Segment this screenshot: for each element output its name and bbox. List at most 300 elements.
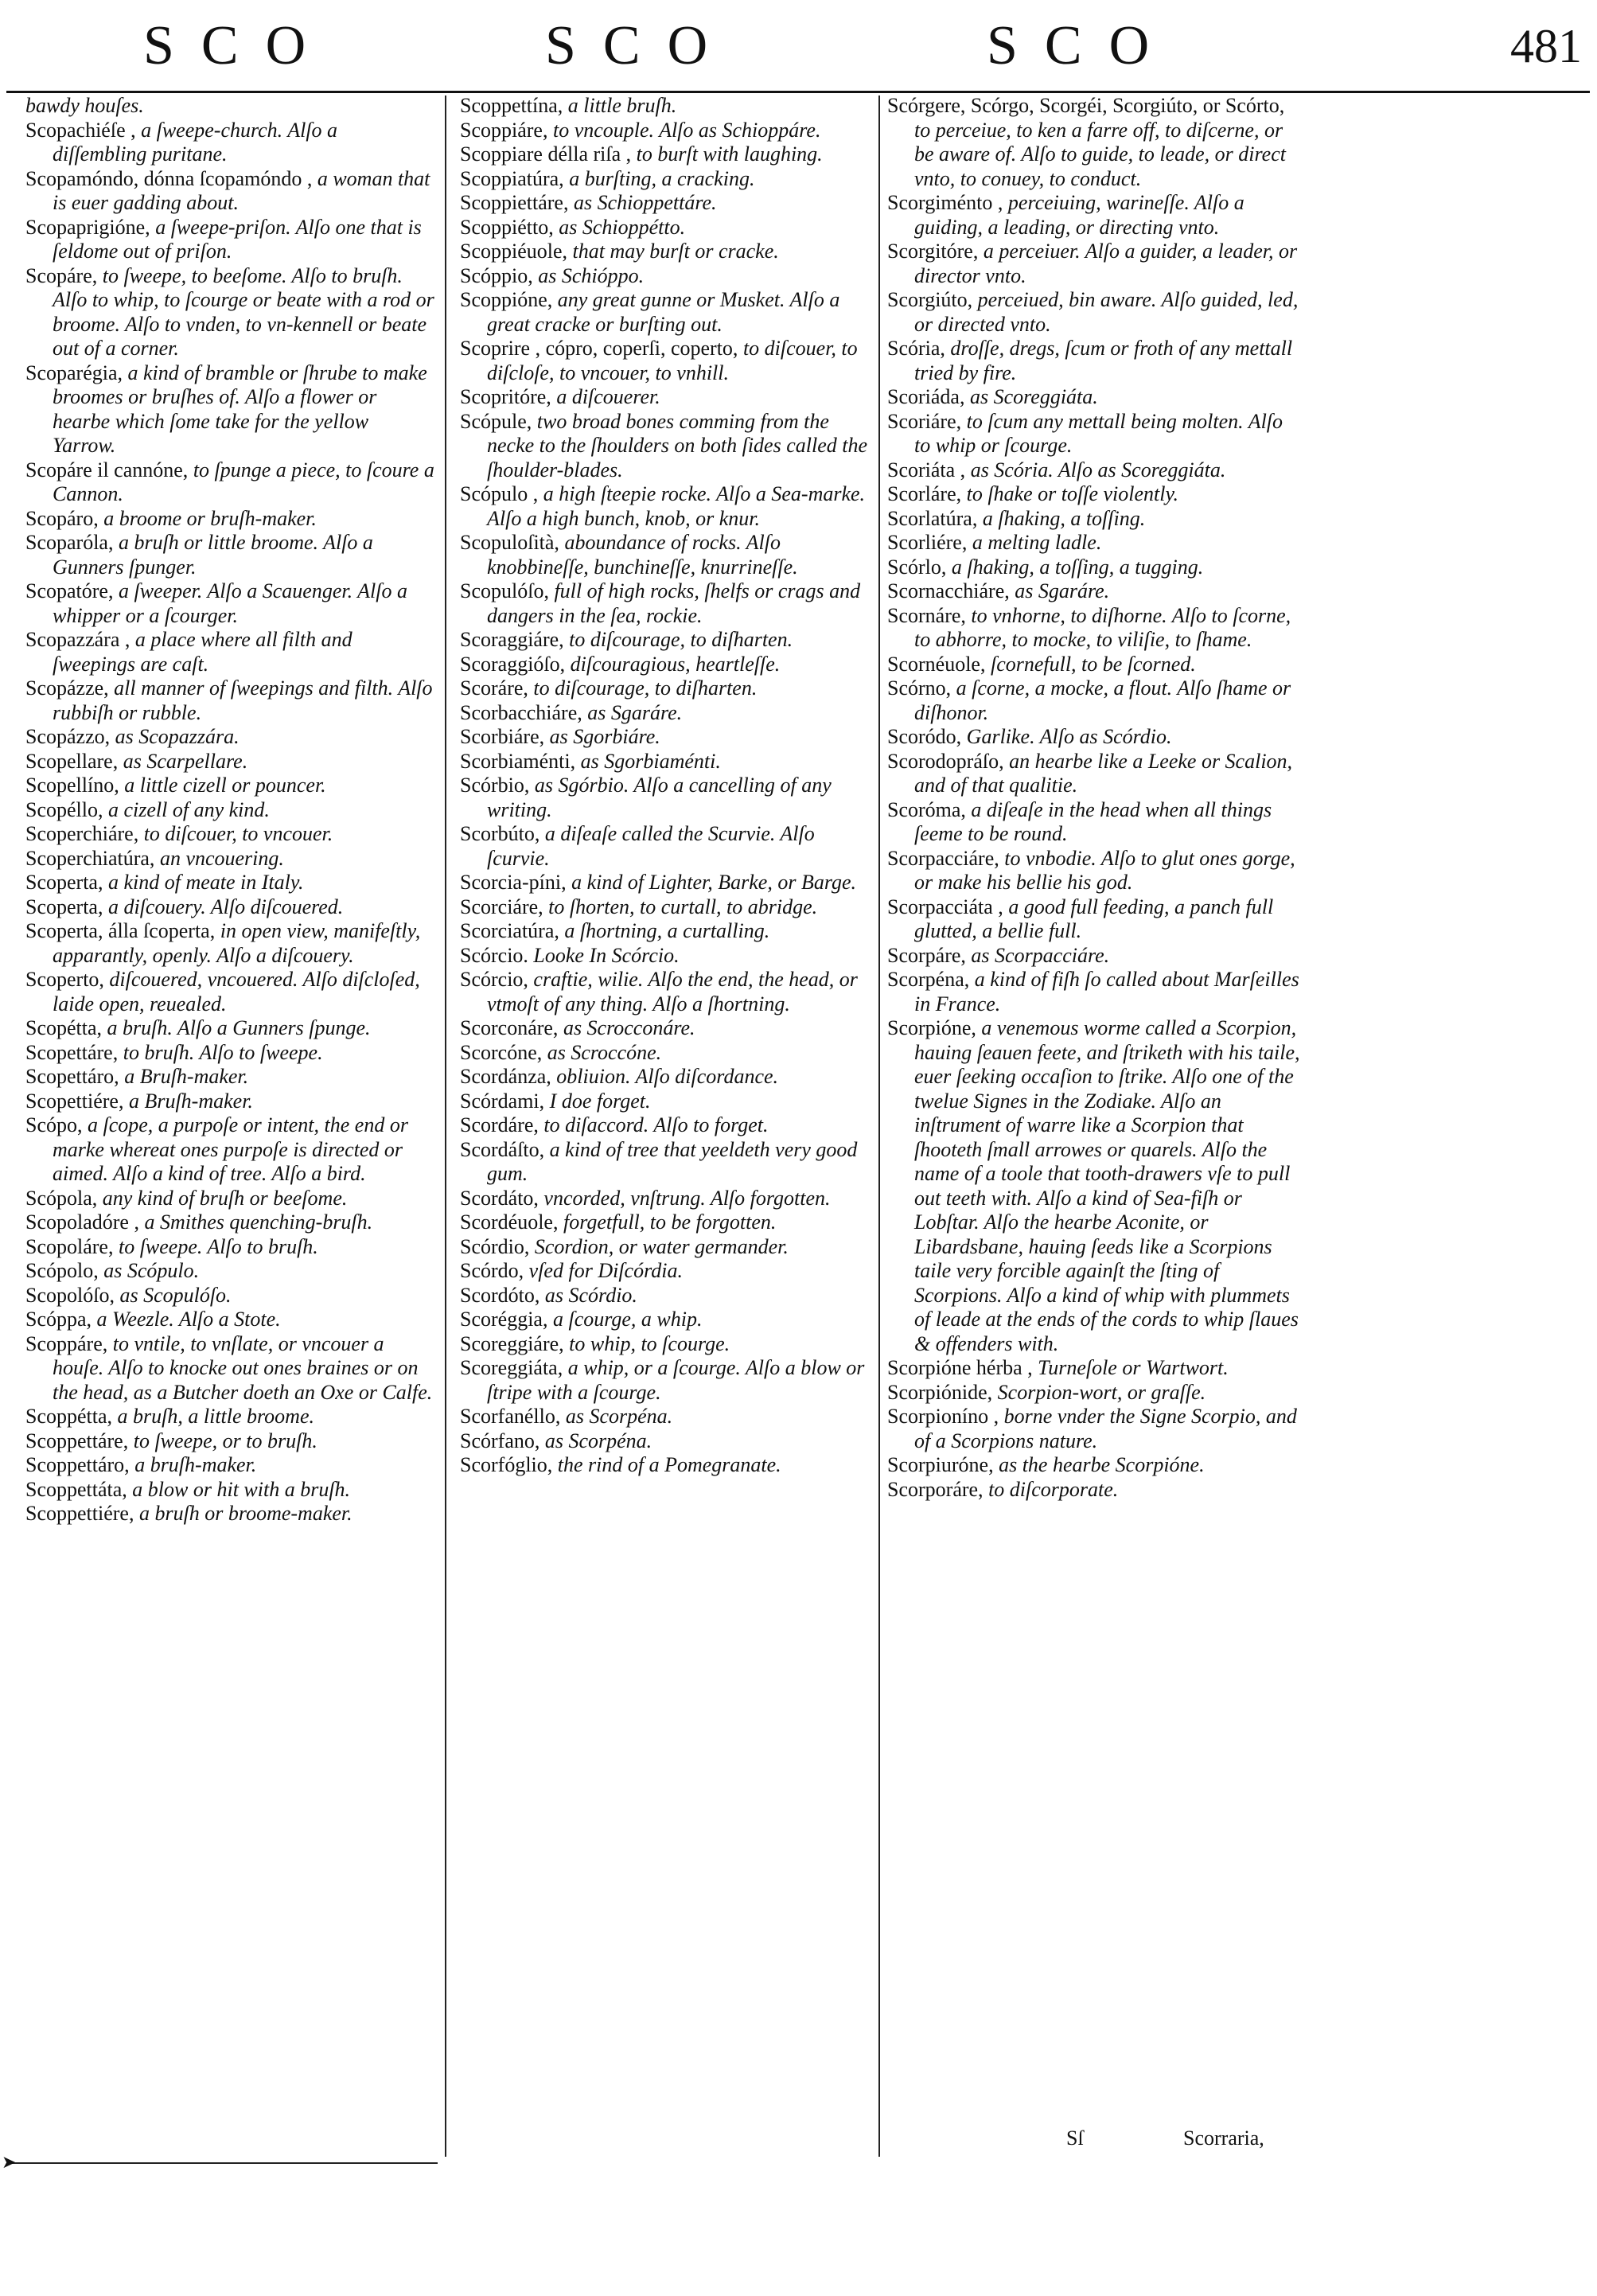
headword: Scórdo,: [460, 1259, 529, 1282]
dictionary-entry: [25, 725, 435, 750]
definition: to diſcourage, to diſharten.: [569, 628, 793, 651]
dictionary-entry: [25, 676, 435, 725]
headword: Scornacchiáre,: [887, 579, 1015, 602]
dictionary-entry: [887, 968, 1301, 1016]
definition: as Sgaráre.: [587, 700, 683, 724]
headword: Scópolo,: [25, 1259, 104, 1282]
definition: to ſhake or toſſe violently.: [966, 482, 1179, 505]
headword: Scorbiáre,: [460, 725, 550, 748]
dictionary-entry: [460, 167, 870, 192]
dictionary-entry: [887, 240, 1301, 288]
definition: as Scórdio.: [544, 1283, 637, 1307]
dictionary-entry: [887, 94, 1301, 191]
headword: Scoréggia,: [460, 1308, 553, 1331]
dictionary-entry: [887, 288, 1301, 337]
dictionary-entry: [25, 1235, 435, 1260]
dictionary-entry: [460, 1308, 870, 1332]
dictionary-entry: [25, 531, 435, 579]
headword: Scoppiétto,: [460, 215, 559, 239]
headword: Scopolóſo,: [25, 1283, 120, 1307]
definition: as Schioppétto.: [559, 215, 686, 239]
definition: a ſcourge, a whip.: [552, 1308, 703, 1331]
definition: a good full feeding, a panch full glutted, a bellie full.: [914, 895, 1274, 942]
dictionary-entry: [25, 1405, 435, 1429]
headword: Scorgitóre,: [887, 240, 984, 263]
headword: Scoródo,: [887, 725, 967, 748]
headword: Scórdio,: [460, 1234, 535, 1258]
headword: Scorpiónide,: [887, 1380, 998, 1404]
dictionary-entry: [460, 628, 870, 653]
definition: a melting ladle.: [972, 531, 1102, 554]
headword: Scoppétta,: [25, 1405, 118, 1428]
headword: Scopuloſità,: [460, 531, 565, 554]
dictionary-entry: [460, 895, 870, 920]
headword: Scorpacciáta ,: [887, 895, 1009, 918]
headword: Scornéuole,: [887, 652, 991, 676]
definition: a little bruſh.: [567, 94, 677, 117]
definition: as Sgorbiáre.: [549, 725, 660, 748]
dictionary-entry: [25, 798, 435, 823]
definition: aboundance of rocks. Alſo knobbineſſe, bunchineſſe, knurrineſſe.: [487, 531, 798, 579]
dictionary-entry: [460, 944, 870, 969]
headword: Scopázze,: [25, 676, 115, 700]
headword: Scoparóla,: [25, 531, 119, 554]
headword: Scórlo,: [887, 555, 952, 579]
definition: a kind of bramble or ſhrube to make broomes or bruſhes of. Alſo a flower or hearbe which ſome take for the yellow Yarrow.: [53, 361, 427, 457]
headword: Scorconáre,: [460, 1016, 563, 1039]
dictionary-entry: [460, 531, 870, 579]
headword: Scopellíno,: [25, 774, 125, 797]
headword: Scordáto,: [460, 1186, 544, 1210]
definition: ſcornefull, to be ſcorned.: [990, 652, 1196, 676]
dictionary-entry: [25, 968, 435, 1016]
dictionary-entry: [460, 1210, 870, 1235]
dictionary-entry: [460, 94, 870, 119]
dictionary-entry: [460, 240, 870, 264]
headword: Scorpióne hérba ,: [887, 1356, 1038, 1379]
dictionary-entry: [460, 191, 870, 216]
definition: as Scorpéna.: [565, 1405, 673, 1428]
definition: a Bruſh-maker.: [128, 1089, 253, 1113]
definition: a bruſh-maker.: [134, 1453, 257, 1476]
dictionary-entry: [887, 725, 1301, 750]
dictionary-entry: [25, 1502, 435, 1526]
headword: Scorodopráſo,: [887, 749, 1010, 773]
definition: a place where all filth and ſweepings are caſt.: [53, 628, 353, 676]
definition: a ſhaking, a toſſing.: [982, 506, 1146, 530]
headword: Scopáre il cannóne,: [25, 458, 193, 481]
dictionary-entry: [25, 579, 435, 628]
definition: an hearbe like a Leeke or Scalion, and of that qualitie.: [914, 749, 1293, 797]
definition: as Schióppo.: [538, 263, 645, 287]
definition: obliuion. Alſo diſcordance.: [556, 1065, 779, 1088]
definition: Garlike. Alſo as Scórdio.: [966, 725, 1172, 748]
headword: Scoperchiáre,: [25, 822, 144, 845]
dictionary-entry: [887, 653, 1301, 677]
dictionary-entry: [25, 1284, 435, 1308]
definition: to ſweepe. Alſo to bruſh.: [118, 1234, 318, 1258]
definition: bawdy houſes.: [25, 94, 144, 117]
headword: Scoppettáta,: [25, 1477, 133, 1501]
definition: as Scrocconáre.: [563, 1016, 695, 1039]
dictionary-entry: [887, 1016, 1301, 1356]
dictionary-entry: [25, 1090, 435, 1114]
dictionary-entry: [460, 750, 870, 774]
dictionary-entry: [887, 1356, 1301, 1381]
headword: Scórfano,: [460, 1429, 545, 1452]
headword: Scorbúto,: [460, 822, 545, 845]
definition: a diſcouery. Alſo diſcouered.: [107, 895, 344, 918]
dictionary-entry: [25, 628, 435, 676]
dictionary-entry: [460, 1041, 870, 1066]
definition: to diſcorporate.: [988, 1477, 1119, 1501]
definition: a ſhortning, a curtalling.: [564, 919, 770, 942]
dictionary-entry: [25, 1453, 435, 1478]
dictionary-entry: [25, 919, 435, 968]
dictionary-entry: [460, 264, 870, 289]
dictionary-entry: [887, 1478, 1301, 1503]
column-2: [460, 94, 870, 1478]
definition: as Sgórbio. Alſo a cancelling of any writing.: [487, 774, 832, 821]
dictionary-entry: [887, 750, 1301, 798]
dictionary-entry: [460, 1453, 870, 1478]
running-head-center: SCO: [545, 15, 735, 76]
headword: Scordáre,: [460, 1113, 544, 1136]
definition: as Schioppettáre.: [573, 191, 717, 214]
headword: Scoppiáre,: [460, 118, 553, 142]
dictionary-entry: [460, 385, 870, 410]
dictionary-entry: [887, 1405, 1301, 1453]
definition: as Scória. Alſo as Scoreggiáta.: [970, 458, 1226, 481]
headword: Scopellare,: [25, 749, 123, 773]
headword: Scóppa,: [25, 1308, 97, 1331]
headword: Scoppáre,: [25, 1331, 113, 1355]
dictionary-entry: [887, 676, 1301, 725]
dictionary-entry: [25, 1332, 435, 1405]
headword: Scorpáre,: [887, 943, 972, 967]
dictionary-entry: [887, 847, 1301, 895]
dictionary-entry: [25, 774, 435, 798]
definition: a venemous worme called a Scorpion, hauing ſeauen feete, and ſtriketh with his taile, euer ſeeking occaſion to ſtrike. Alſo one of the twelue Signes in the Zodiake. Alſo an inſtrument of warre like a Scorpion that ſhooteth ſmall arrowes or quarels. Alſo the name of a toole that tooth-drawers vſe to pull out teeth with. Alſo a kind of Sea-fiſh or Lobſtar. Alſo the hearbe Aconite, or Libardsbane, hauing ſeeds like a Scorpions taile very forcible againſt the ſting of Scorpions. Alſo a kind of whip with plummets of leade at the ends of the cords to whip ſlaues & offenders with.: [914, 1016, 1300, 1355]
definition: any great gunne or Musket. Alſo a great cracke or burſting out.: [487, 288, 840, 336]
arrow-icon: ➤: [2, 2153, 17, 2173]
headword: Scorgiúto,: [887, 288, 978, 311]
dictionary-entry: [887, 604, 1301, 653]
catchword: Scorraria,: [1183, 2126, 1264, 2150]
headword: Scorpióne,: [887, 1016, 982, 1039]
headword: Scoppettína,: [460, 94, 568, 117]
definition: borne vnder the Signe Scorpio, and of a Scorpions nature.: [914, 1405, 1297, 1452]
dictionary-entry: [887, 1381, 1301, 1405]
definition: a broome or bruſh-maker.: [103, 506, 317, 530]
definition: Looke In Scórcio.: [533, 943, 680, 967]
headword: Scopettáre,: [25, 1040, 123, 1064]
definition: as Scorpacciáre.: [971, 943, 1110, 967]
headword: Scoróma,: [887, 797, 972, 821]
headword: Scoppettáre,: [25, 1429, 134, 1452]
definition: a perceiuer. Alſo a guider, a leader, or director vnto.: [914, 240, 1298, 287]
definition: forgetfull, to be forgotten.: [563, 1210, 777, 1234]
headword: Scopoláre,: [25, 1234, 119, 1258]
dictionary-entry: [25, 264, 435, 361]
dictionary-entry: [887, 507, 1301, 532]
dictionary-entry: [460, 1259, 870, 1284]
headword: Scordóto,: [460, 1283, 545, 1307]
definition: as Sgorbiaménti.: [580, 749, 721, 773]
headword: Scorlatúra,: [887, 506, 983, 530]
dictionary-entry: [25, 361, 435, 458]
headword: Scopázzo,: [25, 725, 115, 748]
dictionary-entry: [887, 895, 1301, 944]
definition: I doe forget.: [549, 1089, 651, 1113]
definition: as Scoreggiáta.: [969, 385, 1098, 408]
headword: Scorpioníno ,: [887, 1405, 1004, 1428]
definition: as Scroccóne.: [547, 1040, 662, 1064]
headword: Scoperchiatúra,: [25, 846, 160, 870]
definition: a ſweepe-priſon. Alſo one that is ſeldome out of priſon.: [53, 215, 422, 263]
headword: Scórcio.: [460, 943, 534, 967]
dictionary-entry: [25, 119, 435, 167]
dictionary-entry: [460, 1090, 870, 1114]
headword: Scoparégia,: [25, 361, 128, 384]
dictionary-entry: [460, 337, 870, 385]
definition: perceiuing, warineſſe. Alſo a guiding, a leading, or directing vnto.: [914, 191, 1244, 239]
headword: Scorcia-píni,: [460, 871, 572, 894]
headword: Scorláre,: [887, 482, 967, 505]
headword: Scoperta,: [25, 871, 108, 894]
headword: Scorpiuróne,: [887, 1453, 999, 1476]
dictionary-entry: [887, 337, 1301, 385]
headword: Scorcóne,: [460, 1040, 547, 1064]
headword: Scoreggiáta,: [460, 1356, 568, 1379]
dictionary-entry: [887, 458, 1301, 483]
dictionary-entry: [25, 822, 435, 847]
definition: to vntile, to vnſlate, or vncouer a houſe. Alſo to knocke out ones braines or on the head, as a Butcher doeth an Oxe or Calfe.: [53, 1331, 433, 1404]
headword: Scoppiatúra,: [460, 166, 570, 190]
dictionary-entry: [460, 1065, 870, 1090]
dictionary-entry: [460, 1138, 870, 1187]
dictionary-entry: [25, 1113, 435, 1187]
headword: Scopéllo,: [25, 797, 108, 821]
definition: as Scarpellare.: [123, 749, 248, 773]
dictionary-entry: [460, 676, 870, 701]
headword: Scoppiéuole,: [460, 240, 573, 263]
dictionary-entry: [460, 288, 870, 337]
definition: in open view, manifeſtly, apparantly, openly. Alſo a diſcouery.: [53, 919, 421, 967]
dictionary-entry: [460, 579, 870, 628]
bottom-rule: [8, 2162, 438, 2164]
headword: Scordéuole,: [460, 1210, 563, 1234]
dictionary-entry: [25, 1429, 435, 1454]
headword: Scorpéna,: [887, 968, 975, 991]
dictionary-entry: [25, 1259, 435, 1284]
definition: any kind of bruſh or beeſome.: [102, 1186, 348, 1210]
headword: Scopazzára ,: [25, 628, 135, 651]
dictionary-entry: [460, 871, 870, 895]
definition: perceiued, bin aware. Alſo guided, led, or directed vnto.: [914, 288, 1299, 336]
dictionary-entry: [460, 410, 870, 483]
definition: a ſweeper. Alſo a Scauenger. Alſo a whipper or a ſcourger.: [53, 579, 407, 627]
headword: Scoppettáro,: [25, 1453, 135, 1476]
headword: Scorporáre,: [887, 1477, 989, 1501]
definition: to ſweepe, to beeſome. Alſo to bruſh. Alſo to whip, to ſcourge or beate with a rod or broome. Alſo to vnden, to vn-kennell or beate out of a corner.: [53, 263, 434, 360]
dictionary-entry: [887, 555, 1301, 580]
definition: a diſeaſe in the head when all things ſeeme to be round.: [914, 797, 1272, 845]
dictionary-entry: [460, 1235, 870, 1260]
dictionary-entry: [25, 750, 435, 774]
dictionary-entry: [460, 1429, 870, 1454]
definition: to whip, to ſcourge.: [569, 1331, 730, 1355]
headword: Scoraggióſo,: [460, 652, 571, 676]
definition: a diſeaſe called the Scurvie. Alſo ſcurvie.: [487, 822, 815, 870]
headword: Scopaprigióne,: [25, 215, 156, 239]
dictionary-entry: [887, 579, 1301, 604]
dictionary-entry: [460, 1187, 870, 1211]
header-rule: [6, 91, 1590, 93]
headword: Scoppióne,: [460, 288, 558, 311]
headword: Scopoladóre ,: [25, 1210, 145, 1234]
dictionary-entry: [460, 1332, 870, 1357]
definition: diſcouragious, heartleſſe.: [570, 652, 781, 676]
definition: to diſaccord. Alſo to forget.: [543, 1113, 769, 1136]
headword: Scorfanéllo,: [460, 1405, 566, 1428]
definition: to ſweepe, or to bruſh.: [133, 1429, 317, 1452]
definition: to ſpunge a piece, to ſcoure a Cannon.: [53, 458, 434, 505]
definition: Scordion, or water germander.: [534, 1234, 789, 1258]
headword: Scórgere, Scórgo, Scorgéi, Scorgiúto, or Scórto,: [887, 94, 1285, 117]
definition: as Scopazzára.: [115, 725, 240, 748]
dictionary-entry: [460, 701, 870, 726]
dictionary-entry: [25, 507, 435, 532]
dictionary-entry: [460, 774, 870, 822]
definition: to vnbodie. Alſo to glut ones gorge, or make his bellie his god.: [914, 846, 1295, 894]
dictionary-entry: [25, 458, 435, 507]
dictionary-entry: [25, 167, 435, 216]
definition: a bruſh or broome-maker.: [138, 1502, 353, 1525]
dictionary-entry: [887, 944, 1301, 969]
headword: Scópulo ,: [460, 482, 543, 505]
headword: Scópo,: [25, 1113, 88, 1136]
headword: Scoprire , cópro, coperſi, coperto,: [460, 337, 743, 360]
headword: Scoriáta ,: [887, 458, 971, 481]
definition: to burſt with laughing.: [636, 142, 823, 166]
definition: a whip, or a ſcourge. Alſo a blow or ſtripe with a ſcourge.: [487, 1356, 865, 1404]
definition: Turneſole or Wartwort.: [1038, 1356, 1229, 1379]
definition: a blow or hit with a bruſh.: [132, 1477, 351, 1501]
headword: Scopáro,: [25, 506, 104, 530]
definition: craftie, wilie. Alſo the end, the head, or vtmoſt of any thing. Alſo a ſhortning.: [487, 968, 858, 1015]
definition: a cizell of any kind.: [108, 797, 270, 821]
definition: as Scorpéna.: [544, 1429, 652, 1452]
definition: a high ſteepie rocke. Alſo a Sea-marke. Alſo a high bunch, knob, or knur.: [487, 482, 866, 530]
definition: diſcouered, vncouered. Alſo diſcloſed, laide open, reuealed.: [53, 968, 420, 1015]
dictionary-entry: [25, 216, 435, 264]
headword: Scorliére,: [887, 531, 972, 554]
headword: Scoreggiáre,: [460, 1331, 570, 1355]
headword: Scoperta,: [25, 895, 108, 918]
dictionary-entry: [460, 653, 870, 677]
dictionary-entry: [25, 1065, 435, 1090]
dictionary-entry: [460, 919, 870, 944]
dictionary-entry: [460, 1405, 870, 1429]
dictionary-entry: [887, 531, 1301, 555]
headword: Scordáſto,: [460, 1137, 550, 1161]
definition: that may burſt or cracke.: [572, 240, 779, 263]
dictionary-entry: [25, 94, 435, 119]
headword: Scoperta, álla ſcoperta,: [25, 919, 220, 942]
definition: as Scopulóſo.: [119, 1283, 232, 1307]
dictionary-entry: [460, 1284, 870, 1308]
definition: as Scópulo.: [103, 1259, 200, 1282]
definition: the rind of a Pomegranate.: [557, 1453, 781, 1476]
dictionary-entry: [460, 216, 870, 240]
definition: to vncouple. Alſo as Schioppáre.: [552, 118, 821, 142]
column-3: [887, 94, 1301, 1502]
page-number: 481: [1510, 20, 1582, 72]
definition: an vncouering.: [159, 846, 284, 870]
headword: Scoppiettáre,: [460, 191, 574, 214]
definition: as the hearbe Scorpióne.: [999, 1453, 1205, 1476]
definition: a kind of tree that yeeldeth very good gum.: [487, 1137, 858, 1185]
definition: to perceiue, to ken a farre off, to diſcerne, or be aware of. Alſo to guide, to leade, or direct vnto, to conuey, to conduct.: [914, 118, 1286, 190]
headword: Scopettáro,: [25, 1065, 125, 1088]
dictionary-entry: [25, 1478, 435, 1503]
headword: Scordánza,: [460, 1065, 557, 1088]
definition: vſed for Diſcórdia.: [528, 1259, 683, 1282]
running-head-left: SCO: [143, 15, 333, 76]
definition: vncorded, vnſtrung. Alſo forgotten.: [543, 1186, 831, 1210]
dictionary-entry: [25, 847, 435, 871]
definition: to ſcum any mettall being molten. Alſo to whip or ſcourge.: [914, 409, 1283, 457]
dictionary-entry: [460, 1016, 870, 1041]
definition: to diſcouer, to diſcloſe, to vncouer, to vnhill.: [487, 337, 858, 384]
dictionary-entry: [887, 482, 1301, 507]
column-1: [25, 94, 435, 1526]
dictionary-entry: [25, 1016, 435, 1041]
headword: Scopamóndo, dónna ſcopamóndo ,: [25, 166, 317, 190]
definition: Scorpion-wort, or graſſe.: [997, 1380, 1206, 1404]
dictionary-entry: [25, 1210, 435, 1235]
dictionary-entry: [460, 725, 870, 750]
headword: Scórno,: [887, 676, 956, 700]
dictionary-entry: [25, 1308, 435, 1332]
headword: Scopatóre,: [25, 579, 119, 602]
headword: Scoppettiére,: [25, 1502, 139, 1525]
definition: a burſting, a cracking.: [569, 166, 755, 190]
definition: to ſhorten, to curtall, to abridge.: [548, 895, 818, 918]
definition: a kind of meate in Italy.: [107, 871, 304, 894]
definition: to bruſh. Alſo to ſweepe.: [123, 1040, 323, 1064]
definition: a kind of fiſh ſo called about Marſeilles in France.: [914, 968, 1299, 1015]
definition: a kind of Lighter, Barke, or Barge.: [571, 871, 857, 894]
definition: a ſweepe-church. Alſo a diſſembling puritane.: [53, 118, 338, 166]
definition: as Sgaráre.: [1015, 579, 1110, 602]
definition: droſſe, dregs, ſcum or froth of any mettall tried by fire.: [914, 337, 1293, 384]
headword: Scoppiare délla riſa ,: [460, 142, 637, 166]
dictionary-entry: [887, 410, 1301, 458]
dictionary-entry: [25, 1187, 435, 1211]
headword: Scorfóglio,: [460, 1453, 558, 1476]
definition: to diſcourage, to diſharten.: [533, 676, 758, 700]
column-divider: [878, 96, 880, 2157]
definition: all manner of ſweepings and filth. Alſo rubbiſh or rubble.: [53, 676, 433, 724]
definition: a bruſh. Alſo a Gunners ſpunge.: [107, 1016, 371, 1039]
definition: two broad bones comming from the necke to the ſhoulders on both ſides called the ſhoulder-blades.: [487, 409, 867, 481]
dictionary-entry: [460, 482, 870, 531]
headword: Scórbio,: [460, 774, 535, 797]
headword: Scorbiaménti,: [460, 749, 581, 773]
headword: Scórdami,: [460, 1089, 550, 1113]
